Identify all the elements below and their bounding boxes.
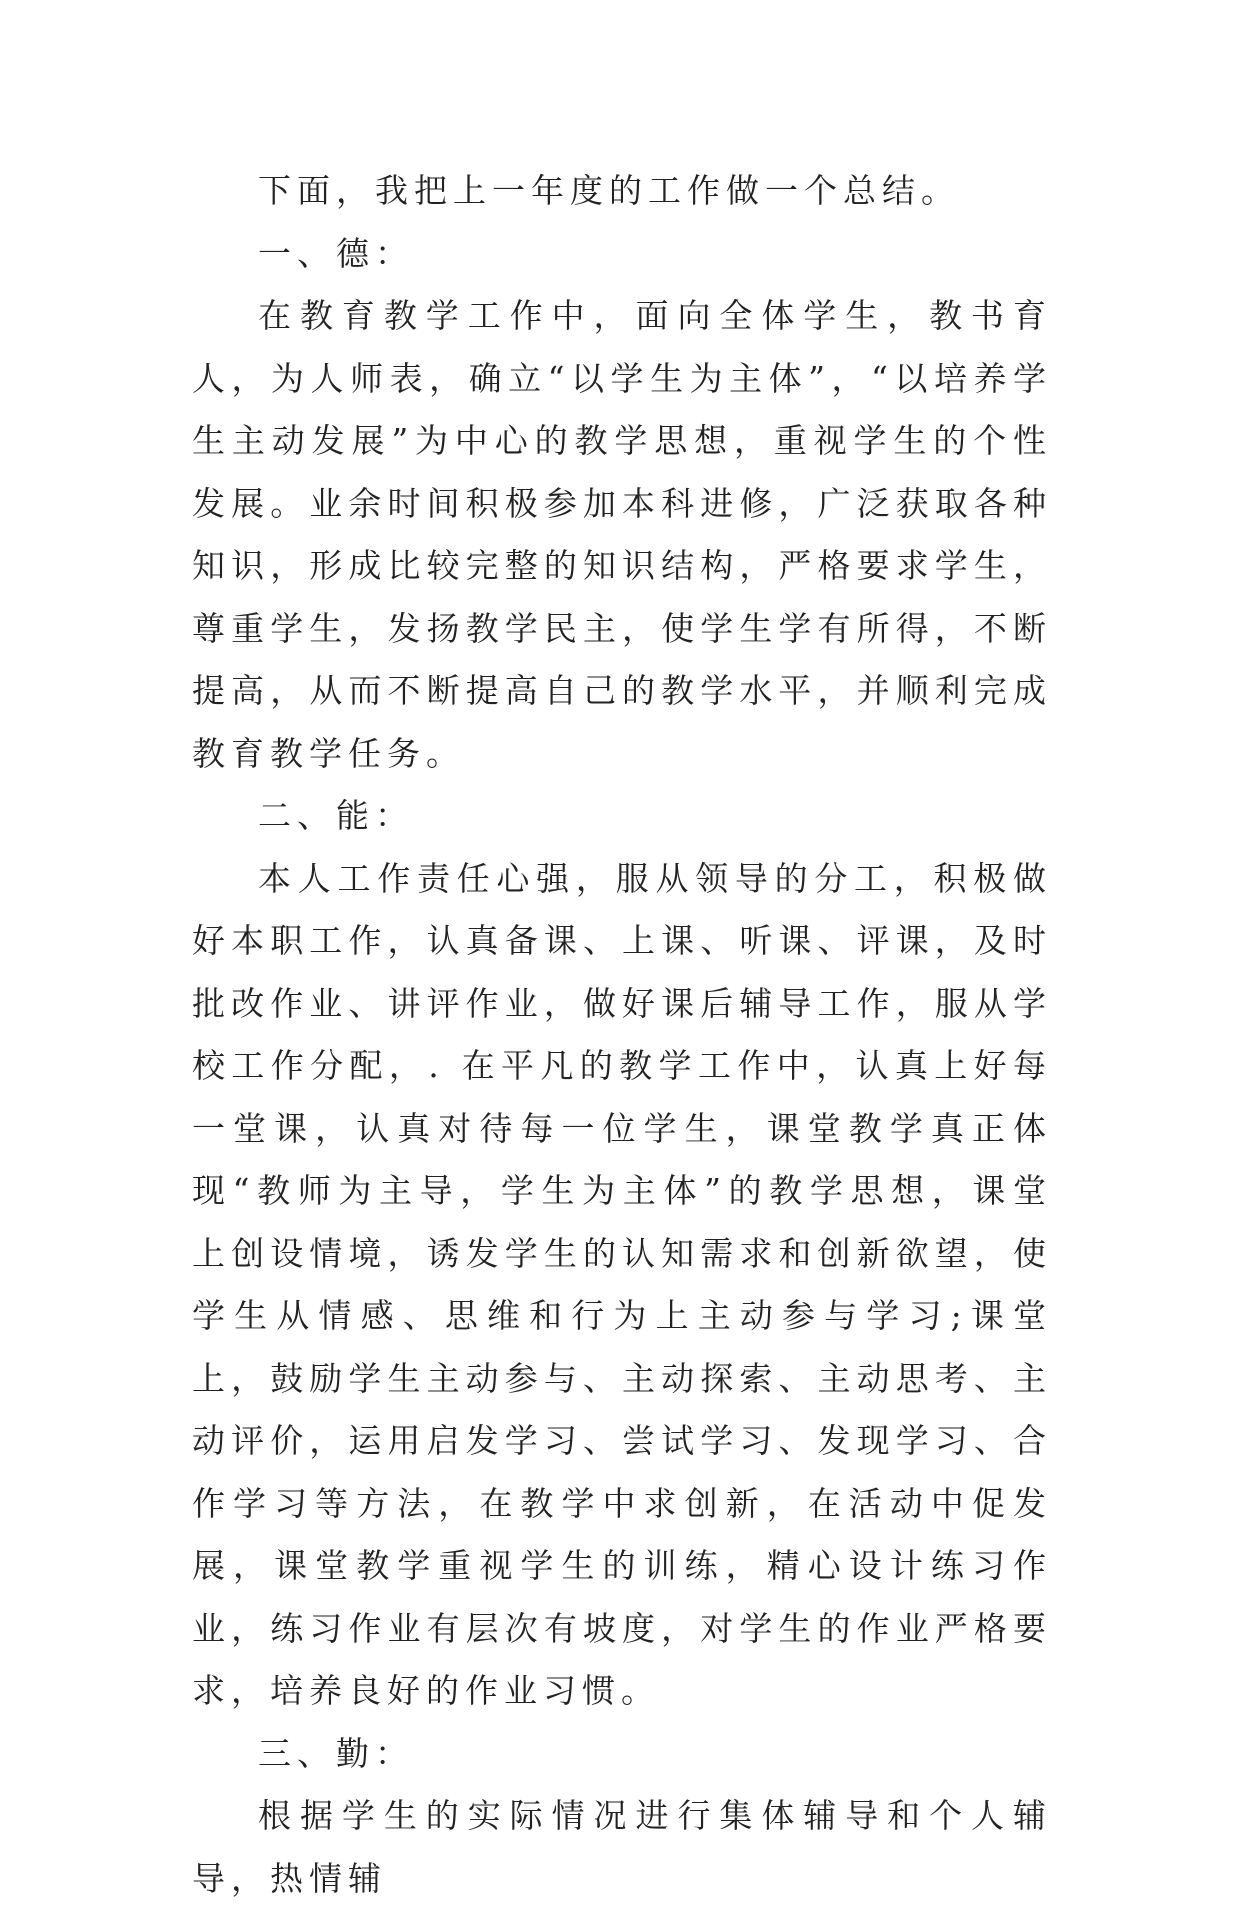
paragraph-neng: 本人工作责任心强，服从领导的分工，积极做好本职工作，认真备课、上课、听课、评课，及时批改作业、讲评作业，做好课后辅导工作，服从学校工作分配，. 在平凡的教学工作中，认真上好每一堂课，认真对待每一位学生，课堂教学真正体现“教师为主导，学生为主体”的教学思想，课堂上创设情境，诱发学生的认知需求和创新欲望，使学生从情感、思维和行为上主动参与学习;课堂上，鼓励学生主动参与、主动探索、主动思考、主动评价，运用启发学习、尝试学习、发现学习、合作学习等方法，在教学中求创新，在活动中促发展，课堂教学重视学生的训练，精心设计练习作业，练习作业有层次有坡度，对学生的作业严格要求，培养良好的作业习惯。	[192, 858, 1052, 1710]
heading-qin: 三、勤：	[258, 1733, 414, 1773]
heading-de: 一、德：	[258, 233, 414, 273]
heading-neng: 二、能：	[258, 796, 414, 835]
paragraph-qin: 根据学生的实际情况进行集体辅导和个人辅导，热情辅	[192, 1796, 1052, 1898]
paragraph-intro: 下面，我把上一年度的工作做一个总结。	[258, 171, 960, 210]
document-body	[192, 160, 1052, 1910]
paragraph-de: 在教育教学工作中，面向全体学生，教书育人，为人师表，确立“以学生为主体”，“以培养学生主动发展”为中心的教学思想，重视学生的个性发展。业余时间积极参加本科进修，广泛获取各种知识，形成比较完整的知识结构，严格要求学生，尊重学生，发扬教学民主，使学生学有所得，不断提高，从而不断提高自己的教学水平，并顺利完成教育教学任务。	[192, 296, 1052, 773]
